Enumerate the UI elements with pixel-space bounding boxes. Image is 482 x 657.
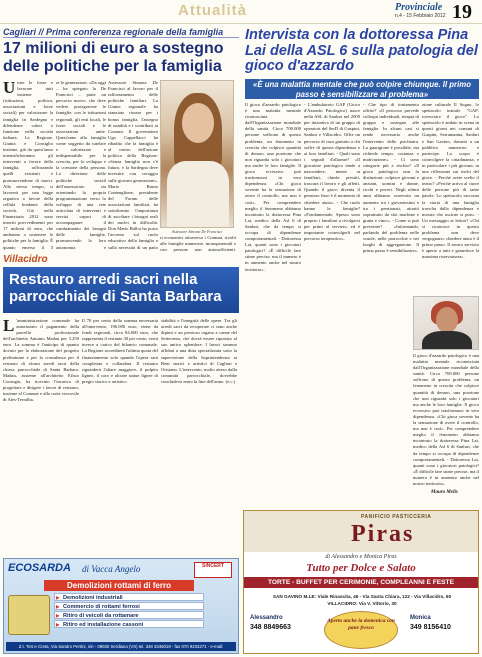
piras-address-1: SAN GAVINO M.LE: Viale Rinascita, 46 - Via Santa Chiara, 122 - Via Villacidro, 60	[272, 594, 452, 599]
piras-owners: di Alessandro e Monica Piras	[325, 554, 397, 560]
certification-logo: SINCERT	[194, 562, 232, 578]
right-article-title: Intervista con la dottoressa Pina Lai della ASL 6 sulla patologia del gioco d'azzardo	[245, 27, 478, 74]
phone-left-name: Alessandro	[250, 615, 283, 621]
mid-article-kicker: Villacidro	[3, 254, 48, 265]
right-article-col-1: Il gioco d'azzardo patologico è una malattia mentale riconosciuta dall'Organizzazione mondiale della sanità. Circa 700.000 persone soffrono di questo problema, un fenomeno in crescita che colpisce quantità di denaro, una porzione che non riguarda solo i giocatori ma anche le loro famiglie. Il gioco eccessivo può trasformarsi in vera dipendenza. «Chi gioca sovente ha la sensazione di avere il controllo, ma non è così». Per comprendere meglio il fenomeno abbiamo incontrato la dottoressa Pina Lai, medico della Asl 6 di Sanluri, che da tempo si occupa di dipendenze comportamentali. - Dottoressa Lai, quanti sono i giocatori patologici? «È difficile fare stime precise, ma il numero è in aumento anche nel nostro territorio».	[245, 102, 301, 272]
service-item: ▶ Ritiro di veicoli da rottamare	[54, 611, 204, 619]
piras-address	[247, 593, 477, 607]
ecosarda-services	[54, 593, 204, 629]
photo-caption: Assessore Simona De Francisci	[171, 229, 223, 234]
left-article-text-1: nire le forze e lavorare tutti insieme (istituzioni, politica, associazioni e forze sociali) per valorizzare la famiglia in Sardegna e difenderne valori e funzione nella società italiana. La Regione, Giunta e Consiglio insieme, già da quest'anno intensificheranno gli interventi a favore della famiglia, rafforzando quelli esistenti e promuovendone di nuovi. Allo stesso tempo, si lavorerà per una legge organica a favore della cellula fondante della società. Già nella Finanziaria 2012 sono inseriti provvedimenti per 17 milioni di euro, che andranno a sostenere le politiche per la famiglia. È quanto emerso il 3	[3, 80, 53, 250]
author-signature: Mauro Melis	[431, 490, 458, 495]
service-item: ▶ Ritiro ed installazione cassoni	[54, 620, 204, 628]
truck-icon	[8, 595, 50, 635]
ecosarda-address: Z.I. Terr.e Creta, Via Sandro Pertini, s/n - 09030 Serdiana (VS) tel. 348 3346018 - fax 070 9234271 - e-mail:	[6, 642, 236, 651]
right-article-col-4b: Il gioco d'azzardo patologico è una malattia mentale riconosciuta dall'Organizzazione mondiale della sanità. Circa 700.000 persone soffrono di questo problema, un fenomeno in crescita che colpisce quantità di denaro, una porzione che non riguarda solo i giocatori ma anche le loro famiglie. Il gioco eccessivo può trasformarsi in vera dipendenza. «Chi gioca sovente ha la sensazione di avere il controllo, ma non è così». Per comprendere meglio il fenomeno abbiamo incontrato la dottoressa Pina Lai, medico della Asl 6 di Sanluri, che da tempo si occupa di dipendenze comportamentali. - Dottoressa Lai, quanti sono i giocatori patologici? «È difficile fare stime precise, ma il numero è in aumento anche nel nostro territorio».	[413, 353, 479, 486]
section-title: Attualità	[178, 2, 247, 19]
service-item: ▶ Demolizioni industriali	[54, 593, 204, 601]
right-article-subtitle: «È una malattia mentale che può colpire chiunque. Il primo passo è sensibilizzare al problema»	[245, 79, 479, 99]
mid-article-col-3: stabilità e l'integrità delle opere. Tra gli arredi sacri da recuperare ci sono anche dipinti e un prezioso organo a canne del Settecento, che dovrà essere riportato al suo antico splendore. I lavori saranno affidati a una ditta specializzata sotto la supervisione della Soprintendenza ai Beni storici e artistici di Cagliari e Oristano. L'intervento, molto atteso dalla comunità parrocchiale, dovrebbe concludersi entro la fine dell'anno. (e.c.)	[161, 318, 237, 384]
sunday-badge: Aperto anche la domenica con pane fresco	[324, 611, 398, 649]
phone-right-name: Monica	[410, 615, 431, 621]
doctor-photo	[413, 296, 479, 350]
left-article-col-1	[3, 80, 53, 252]
right-article-col-4a: zione culturale Il Sogno, lo spettacolo teatrale "GAP: rovesciare il gioco". Lo spettacolo è andato in scena in questi giorni nei comuni di Guspini, Serramanna, Sanluri e San Gavino, davanti a un pubblico numeroso e partecipe. Lo scopo è coinvolgere la cittadinanza, e in particolare i più giovani, in una riflessione sui rischi del gioco. - Perché avete scelto il teatro? «Perché arriva al cuore delle persone più di tante parole. Lo spettacolo racconta la storia di una famiglia travolta dalla dipendenza e mostra che uscirne si può». - Un messaggio ai lettori? «Chi si riconosce in questo problema non deve vergognarsi: chiedere aiuto è il primo passo. Il nostro servizio è aperto a tutti e garantisce la massima riservatezza».	[422, 102, 479, 260]
left-article-title: 17 milioni di euro a sostegno delle politiche per la famiglia	[3, 40, 224, 75]
mid-article-title: Restauro arredi sacri nella parrocchiale di Santa Barbara	[3, 267, 239, 313]
left-article-dropcap: U	[3, 80, 16, 97]
piras-category: PANIFICIO PASTICCERIA	[361, 514, 432, 520]
ecosarda-name: ECOSARDA	[8, 562, 71, 574]
right-article-col-2: - L'ambulatorio GAP (Gioco d'Azzardo Patologico) nasce nella ASL di Sanluri nel 2009 per iniziativa di un gruppo di operatori del SerD di Guspini, Sanluri e Villacidro. Offre un percorso di cura gratuito a chi soffre di questa dipendenza e ai loro familiari. - Quali sono i segnali d'allarme? «Il giocatore patologico tende a nascondere, mente ai familiari, chiede prestiti, trascura il lavoro e gli affetti. Quando il gioco diventa il pensiero fisso è il momento di chiedere aiuto». - Che ruolo hanno le famiglie? «Fondamentale. Spesso sono proprio i familiari a rivolgersi per primi al servizio, ed è importante coinvolgerli nel percorso terapeutico».	[304, 102, 360, 242]
newspaper-logo: Provinciale	[395, 2, 443, 13]
ecosarda-owner: di Vacca Angelo	[82, 564, 141, 574]
mid-article-dropcap: L	[3, 318, 15, 335]
issue-date: n.4 - 15 Febbraio 2012	[395, 13, 446, 19]
service-item: ▶ Commercio di rottami ferrosi	[54, 602, 204, 610]
right-article-col-3: - Che tipo di trattamento offrite? «Il percorso prevede colloqui individuali, terapia di gruppo e sostegno alle famiglie. In alcuni casi si rende necessario anche l'intervento dello psichiatra. La guarigione è possibile, ma richiede tempo, costanza e motivazione». - Ci sono categorie più a rischio? «Il gioco patologico non fa distinzioni: colpisce giovani e anziani, uomini e donne, ricchi e poveri. Negli ultimi anni abbiamo osservato un aumento tra i giovanissimi e tra i pensionati, attratti soprattutto da slot machine e gratta e vinci». - Come si può prevenire? «Informando, parlando del problema nelle scuole, nelle parrocchie e nei luoghi di aggregazione. Il primo passo è sensibilizzare».	[363, 102, 419, 254]
phone-left-number: 348 8849663	[250, 624, 291, 631]
masthead	[0, 0, 482, 24]
piras-name: Piras	[351, 521, 415, 547]
phone-right-number: 349 8156410	[410, 624, 451, 631]
portrait-photo	[160, 80, 234, 228]
mid-article-text-1: 'amministrazione comunale ha autorizzato il pagamento della parcella professionale dell'architetto Antonio Madau per 3.250 euro. La somma è l'anticipo di quanto dovuto per la elaborazione del progetto preliminare e per la consulenza per il restauro di alcuni arredi sacri della chiesa parrocchiale di Santa Barbara. Madau, assieme all'architetto Efisio Corongiu, ha ricevuto l'incarico di progettare e dirigere i lavori di restauro, insieme al Comune e alla curia vescovile di Ales-Terralba.	[3, 318, 79, 403]
piras-phone-left	[250, 614, 320, 632]
piras-banner: TORTE - BUFFET PER CERIMONIE, COMPLEANNI E FESTE	[244, 577, 478, 588]
ecosarda-ad	[3, 558, 239, 654]
piras-address-2: VILLACIDRO: Via V. Vittorio, 30	[327, 601, 397, 606]
mid-article-col-2: Il 70 per cento della somma necessaria all'intervento, 196.000 euro, viene da fondi regionali, circa 84.000 euro, che rappresenta il restante 30 per cento, verrà invece a carico del bilancio comunale. La Regione accrediterà l'ultima quota del finanziamento solo quando l'opera sarà completata e collaudata. Il restauro riguarderà l'altare maggiore, il pulpito ligneo, il coro e alcune statue lignee di pregio storico e artistico.	[82, 318, 158, 384]
page-number: 19	[452, 1, 472, 23]
piras-slogan: Tutto per Dolce e Salato	[306, 562, 416, 574]
mid-article-col-1	[3, 318, 79, 556]
left-article-col-3: Assessore Simona De Francisci al lavoro per il rafforzamento delle politiche familiari. La Giunta regionale ha stanziato risorse per i bonus famiglia, l'assegno di natalità e i contributi ai Comuni. Il governatore Ugo Cappellacci ha ribadito che la famiglia è al centro dell'azione politica della Regione: «Senza famiglia non c'è futuro, e la Sardegna deve investire con coraggio sulle giovani generazioni». Mario Bruno Contenglione, presidente del Forum delle associazioni familiari, ha sottolineato l'importanza di ascoltare i bisogni reali dei nuclei in difficoltà. Don Mario Balloi ha posto l'accento sul ruolo educativo della famiglia e sulla necessità di un patto	[108, 80, 158, 250]
left-article-kicker: Cagliari // Prima conferenza regionale della famiglia	[3, 27, 239, 38]
left-article-col-2: re le generazioni. «Da oggi – ha spiegato la De Francisci – parte un percorso nuovo, che deve vedere protagoniste le famiglie, con le istituzioni regionali, gli enti locali, le forze sociali e le associazioni unite. Quest'anno alla famiglia come soggetto da tutelare e valorizzare e indispensabile per la crescita, per lo sviluppo e la coesione della persona. La direzione delle politiche sociali dell'assessorato sta orientando la propria programmazione verso lo sviluppo di una rete articolata di interventi e servizi capaci di accompagnare il cambiamento dei bisogni delle famiglie, promuovendo la loro autonomia e	[56, 80, 106, 250]
ecosarda-banner: Demolizioni rottami di ferro	[44, 580, 194, 591]
piras-ad	[243, 510, 479, 654]
left-article-col-4: ri economici attraverso i Comuni, rivolti alle famiglie numerose, monoparentali e con persone non autosufficienti.	[160, 235, 236, 252]
piras-phone-right	[410, 614, 479, 632]
